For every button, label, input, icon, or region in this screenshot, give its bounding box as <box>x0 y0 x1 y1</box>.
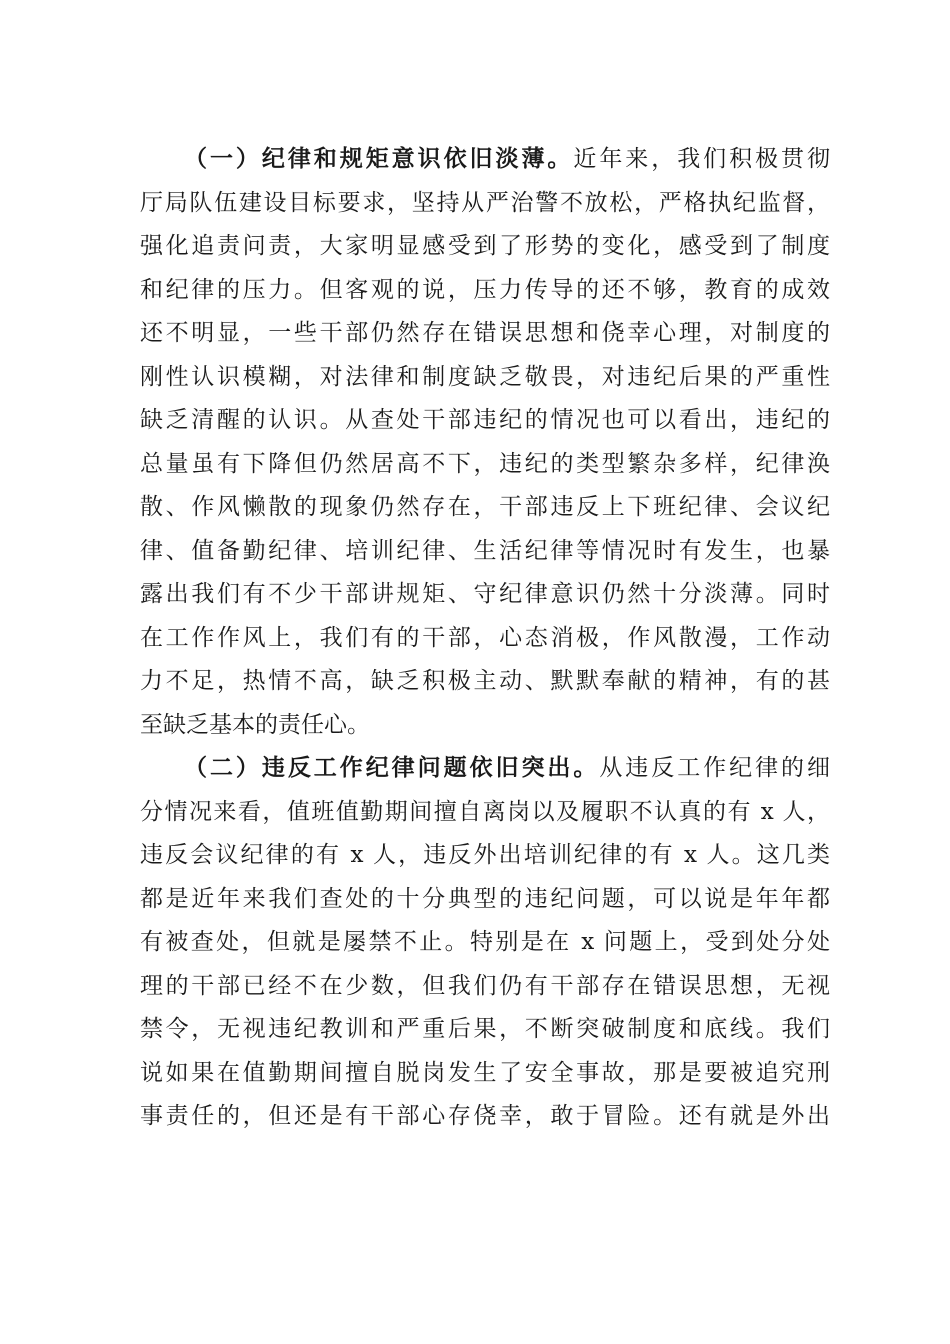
section-2-text: 从违反工作纪律的细 <box>599 755 831 781</box>
text-line: 力不足，热情不高，缺乏积极主动、默默奉献的精神，有的甚 <box>140 668 830 694</box>
section-1-paragraph <box>140 138 830 747</box>
text-line: 违反会议纪律的有 x 人，违反外出培训纪律的有 x 人。这几类 <box>140 842 830 868</box>
text-line: 律、值备勤纪律、培训纪律、生活纪律等情况时有发生，也暴 <box>140 537 830 564</box>
section-1-text: 近年来，我们积极贯彻 <box>573 146 831 172</box>
text-line: 总量虽有下降但仍然居高不下，违纪的类型繁杂多样，纪律涣 <box>140 450 830 477</box>
text-line: 至缺乏基本的责任心。 <box>140 711 370 738</box>
text-line: 理的干部已经不在少数，但我们仍有干部存在错误思想，无视 <box>140 972 830 999</box>
text-line: 还不明显，一些干部仍然存在错误思想和侥幸心理，对制度的 <box>140 320 830 346</box>
text-line: 事责任的，但还是有干部心存侥幸，敢于冒险。还有就是外出 <box>140 1103 830 1129</box>
section-1-line-1 <box>140 138 830 182</box>
text-line: 在工作作风上，我们有的干部，心态消极，作风散漫，工作动 <box>140 624 830 651</box>
section-1-heading: （一）纪律和规矩意识依旧淡薄。 <box>184 146 574 172</box>
text-line: 有被查处，但就是屡禁不止。特别是在 x 问题上，受到处分处 <box>140 929 830 955</box>
text-line: 分情况来看，值班值勤期间擅自离岗以及履职不认真的有 x 人， <box>140 798 830 825</box>
text-line: 刚性认识模糊，对法律和制度缺乏敬畏，对违纪后果的严重性 <box>140 363 830 390</box>
text-line: 说如果在值勤期间擅自脱岗发生了安全事故，那是要被追究刑 <box>140 1059 830 1086</box>
text-line: 散、作风懒散的现象仍然存在，干部违反上下班纪律、会议纪 <box>140 494 830 520</box>
text-line: 露出我们有不少干部讲规矩、守纪律意识仍然十分淡薄。同时 <box>140 581 830 607</box>
section-2-heading: （二）违反工作纪律问题依旧突出。 <box>184 755 600 781</box>
text-line: 和纪律的压力。但客观的说，压力传导的还不够，教育的成效 <box>140 276 830 303</box>
text-line: 缺乏清醒的认识。从查处干部违纪的情况也可以看出，违纪的 <box>140 407 830 433</box>
section-2-paragraph <box>140 747 830 1139</box>
text-line: 都是近年来我们查处的十分典型的违纪问题，可以说是年年都 <box>140 885 830 912</box>
text-line: 厅局队伍建设目标要求，坚持从严治警不放松，严格执纪监督， <box>140 189 830 216</box>
section-2-line-1 <box>140 747 830 791</box>
text-line: 强化追责问责，大家明显感受到了形势的变化，感受到了制度 <box>140 233 830 259</box>
text-line: 禁令，无视违纪教训和严重后果，不断突破制度和底线。我们 <box>140 1016 830 1042</box>
